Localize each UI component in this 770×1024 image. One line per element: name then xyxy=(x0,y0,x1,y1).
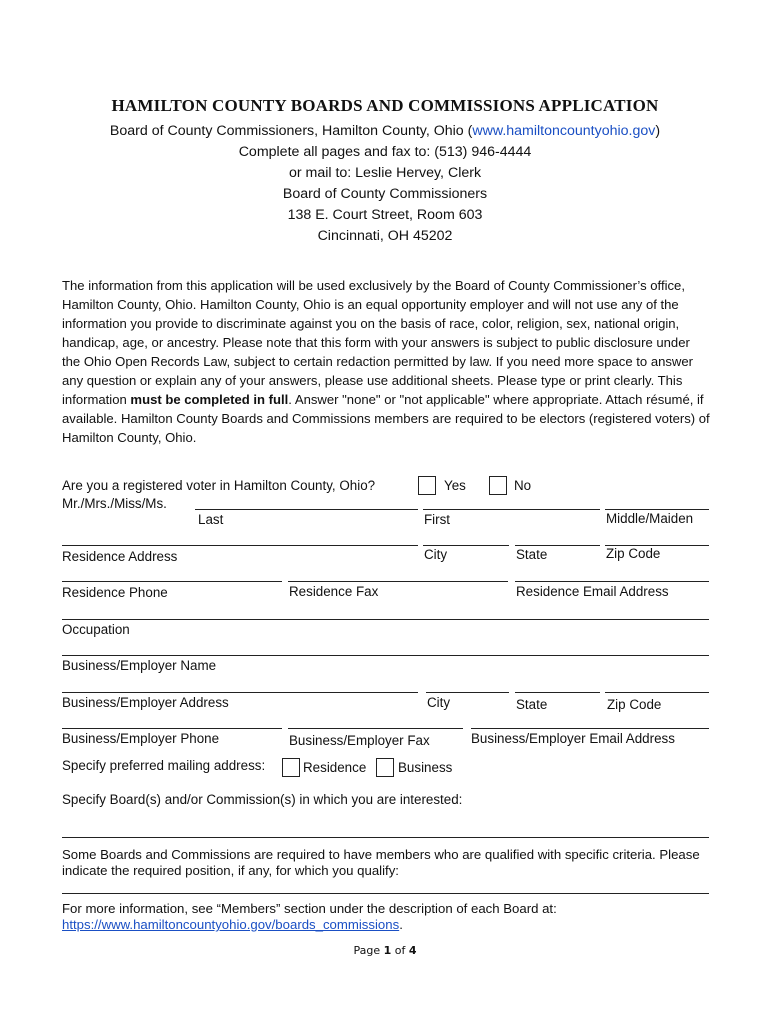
mail-org-line: Board of County Commissioners xyxy=(282,186,488,202)
header-line-1: Board of County Commissioners, Hamilton County, Ohio (www.hamiltoncountyohio.gov) xyxy=(109,123,661,139)
voter-no-label: No xyxy=(514,478,532,493)
occupation-field[interactable] xyxy=(62,619,709,620)
employer-name-field[interactable] xyxy=(62,655,709,656)
voter-no-checkbox[interactable] xyxy=(489,476,507,495)
page-number: 1 xyxy=(383,944,392,957)
criteria-field[interactable] xyxy=(62,893,709,894)
employer-address-label: Business/Employer Address xyxy=(62,695,229,710)
residence-fax-field[interactable] xyxy=(288,581,508,582)
employer-zip-label: Zip Code xyxy=(607,697,662,712)
last-name-field[interactable] xyxy=(195,509,418,510)
boards-interest-field[interactable] xyxy=(62,837,709,838)
mailing-business-label: Business xyxy=(398,760,453,775)
form-title: HAMILTON COUNTY BOARDS AND COMMISSIONS APPLICATION xyxy=(111,96,659,115)
employer-phone-label: Business/Employer Phone xyxy=(62,731,220,746)
mailing-residence-checkbox[interactable] xyxy=(282,758,300,777)
employer-name-label: Business/Employer Name xyxy=(62,658,217,673)
residence-phone-field[interactable] xyxy=(62,581,282,582)
voter-yes-label: Yes xyxy=(444,478,466,493)
middle-name-label: Middle/Maiden xyxy=(606,511,694,526)
intro-bold-phrase: must be completed in full xyxy=(130,392,289,407)
occupation-label: Occupation xyxy=(62,622,130,637)
mail-street-line: 138 E. Court Street, Room 603 xyxy=(287,207,483,223)
middle-name-field[interactable] xyxy=(605,509,709,510)
residence-state-label: State xyxy=(516,547,548,562)
employer-email-label: Business/Employer Email Address xyxy=(471,731,675,746)
boards-commissions-link[interactable]: https://www.hamiltoncountyohio.gov/boards_commissions xyxy=(62,917,400,932)
page-footer: Page 1 of 4 xyxy=(353,944,417,957)
voter-yes-checkbox[interactable] xyxy=(418,476,436,495)
boards-interest-label: Specify Board(s) and/or Commission(s) in which you are interested: xyxy=(62,792,463,807)
criteria-text: Some Boards and Commissions are required to have members who are qualified with specific criteria. Please indicate the required position, if any, for which you qualify: xyxy=(62,847,700,878)
last-name-label: Last xyxy=(198,512,224,527)
residence-state-field[interactable] xyxy=(515,545,600,546)
intro-paragraph: The information from this application will be used exclusively by the Board of County Commissioner’s office, Hamilton County, Ohio. Hamilton County, Ohio is an equal opportunity employer and will not use any of the information you provide to discriminate against you on the basis of race, color, religion, sex, national origin, handicap, age, or ancestry. Please note that this form with your answers is subject to public disclosure under the Ohio Open Records Law, subject to certain redaction permitted by law. If you need more space to answer any question or explain any of your answers, please use additional sheets. Please type or print clearly. This information must be completed in full. Answer "none" or "not applicable" where appropriate. Attach résumé, if available. Hamilton County Boards and Commissions members are required to be electors (registered voters) of Hamilton County, Ohio. xyxy=(62,278,710,445)
residence-phone-label: Residence Phone xyxy=(62,585,168,600)
page-total: 4 xyxy=(408,944,417,957)
residence-city-field[interactable] xyxy=(423,545,509,546)
employer-state-label: State xyxy=(516,697,548,712)
mailing-business-checkbox[interactable] xyxy=(376,758,394,777)
residence-zip-label: Zip Code xyxy=(606,546,661,561)
first-name-label: First xyxy=(424,512,451,527)
employer-city-label: City xyxy=(427,695,451,710)
employer-zip-field[interactable] xyxy=(605,692,709,693)
mailing-residence-label: Residence xyxy=(303,760,367,775)
mailing-address-label: Specify preferred mailing address: xyxy=(62,758,266,773)
fax-instructions: Complete all pages and fax to: (513) 946-4444 xyxy=(238,144,532,160)
employer-phone-field[interactable] xyxy=(62,728,282,729)
employer-email-field[interactable] xyxy=(471,728,709,729)
residence-city-label: City xyxy=(424,547,448,562)
employer-city-field[interactable] xyxy=(426,692,509,693)
residence-fax-label: Residence Fax xyxy=(289,584,379,599)
mail-city-line: Cincinnati, OH 45202 xyxy=(317,228,453,244)
registered-voter-question: Are you a registered voter in Hamilton County, Ohio? xyxy=(62,478,376,493)
employer-address-field[interactable] xyxy=(62,692,418,693)
residence-email-label: Residence Email Address xyxy=(516,584,669,599)
employer-fax-field[interactable] xyxy=(288,728,463,729)
salutation-label: Mr./Mrs./Miss/Ms. xyxy=(62,496,167,511)
residence-email-field[interactable] xyxy=(515,581,709,582)
employer-fax-label: Business/Employer Fax xyxy=(289,733,430,748)
county-website-link[interactable]: www.hamiltoncountyohio.gov xyxy=(472,123,656,139)
residence-address-field[interactable] xyxy=(62,545,418,546)
residence-address-label: Residence Address xyxy=(62,549,178,564)
employer-state-field[interactable] xyxy=(515,692,600,693)
first-name-field[interactable] xyxy=(423,509,600,510)
mail-to-line: or mail to: Leslie Hervey, Clerk xyxy=(288,165,482,181)
more-info-paragraph: For more information, see “Members” section under the description of each Board at: https://www.hamiltoncountyohio.gov/boards_commissions. xyxy=(62,901,557,932)
